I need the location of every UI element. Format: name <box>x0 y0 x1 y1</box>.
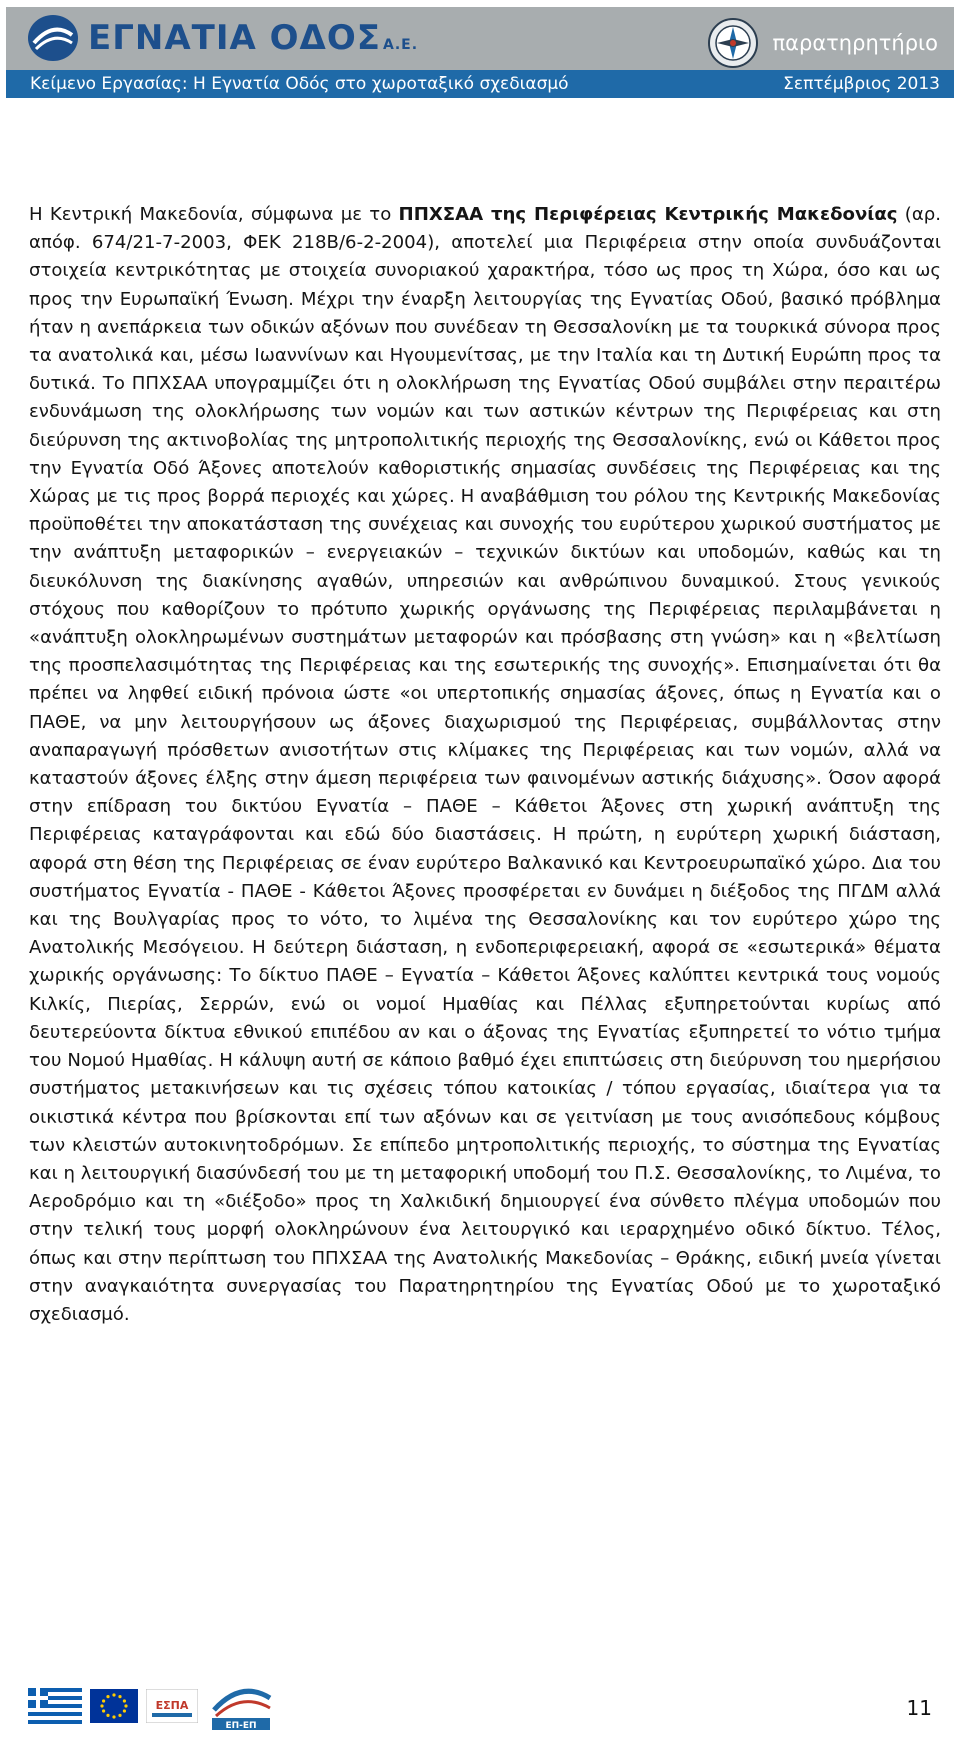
logo-title: ΕΓΝΑΤΙΑ ΟΔΟΣ Α.Ε. <box>88 18 419 58</box>
eu-flag-icon <box>90 1689 138 1723</box>
body-paragraph <box>29 201 941 1329</box>
compass-icon <box>707 17 759 69</box>
observatory-brand <box>707 17 939 69</box>
document-date: Σεπτέμβριος 2013 <box>783 74 940 94</box>
paragraph-text: (αρ. απόφ. 674/21-7-2003, ΦΕΚ 218Β/6-2-2004), αποτελεί μια Περιφέρεια στην οποία συνδυάζονται στοιχεία κεντρικότητας με στοιχεία συνοριακού χαρακτήρα, τόσο ως προς τη Χώρα, όσο και ως προς την Ευρωπαϊκή Ένωση. Μέχρι την έναρξη λειτουργίας της Εγνατίας Οδού, βασικό πρόβλημα ήταν η ανεπάρκεια των οδικών αξόνων που συνέδεαν τη Θεσσαλονίκη με τα τουρκικά σύνορα προς τα ανατολικά και, μέσω Ιωαννίνων και Ηγουμενίτσας, με την Ιταλία και τη Δυτική Ευρώπη προς τα δυτικά. Το ΠΠΧΣΑΑ υπογραμμίζει ότι η ολοκλήρωση της Εγνατίας Οδού συμβάλει στην περαιτέρω ενδυνάμωση της ολοκλήρωσης των νομών και των αστικών κέντρων της Περιφέρειας και στη διεύρυνση της ακτινοβολίας της μητροπολιτικής περιοχής της Θεσσαλονίκης, ενώ οι Κάθετοι προς την Εγνατία Οδό Άξονες αποτελούν καθοριστικής σημασίας συνδέσεις της Περιφέρειας και της Χώρας με τις προς βορρά περιοχές και χώρες. Η αναβάθμιση του ρόλου της Κεντρικής Μακεδονίας προϋποθέτει την αποκατάσταση της συνέχειας και συνοχής του ευρύτερου χωρικού συστήματος με την ανάπτυξη μεταφορικών – ενεργειακών – τεχνικών δικτύων και υποδομών, καθώς και τη διευκόλυνση της διακίνησης αγαθών, υπηρεσιών και ανθρώπινου δυναμικού. Στους γενικούς στόχους που καθορίζουν το πρότυπο χωρικής οργάνωσης της Περιφέρειας περιλαμβάνεται η «ανάπτυξη ολοκληρωμένων συστημάτων μεταφορών και πρόσβασης στη γνώση» και η «βελτίωση της προσπελασιμότητας της Περιφέρειας και της εσωτερικής της συνοχής». Επισημαίνεται ότι θα πρέπει να ληφθεί ειδική πρόνοια ώστε «οι υπερτοπικής σημασίας άξονες, όπως η Εγνατία και ο ΠΑΘΕ, να μην λειτουργήσουν ως άξονες διαχωρισμού της Περιφέρειας, συμβάλλοντας στην αναπαραγωγή πρόσθετων ανισοτήτων στις κλίμακες της Περιφέρειας και των νομών, αλλά να καταστούν άξονες έλξης στην άμεση περιφέρεια των φαινομένων αστικής διάχυσης». Όσον αφορά στην επίδραση του δικτύου Εγνατία – ΠΑΘΕ – Κάθετοι Άξονες στη χωρική ανάπτυξη της Περιφέρειας καταγράφονται και εδώ δύο διαστάσεις. Η πρώτη, η ευρύτερη χωρική διάσταση, αφορά στη θέση της Περιφέρειας σε έναν ευρύτερο Βαλκανικό και Κεντροευρωπαϊκό χώρο. Δια του συστήματος Εγνατία - ΠΑΘΕ - Κάθετοι Άξονες προσφέρεται εν δυνάμει η διέξοδος της ΠΓΔΜ αλλά και της Βουλγαρίας προς το νότο, το λιμένα της Θεσσαλονίκης και τον ευρύτερο χώρο της Ανατολικής Μεσόγειου. Η δεύτερη διάσταση, η ενδοπεριφερειακή, αφορά σε «εσωτερικά» θέματα χωρικής οργάνωσης: Το δίκτυο ΠΑΘΕ – Εγνατία – Κάθετοι Άξονες καλύπτει κεντρικά τους νομούς Κιλκίς, Πιερίας, Σερρών, ενώ οι νομοί Ημαθίας και Πέλλας εξυπηρετούνται κυρίως από δευτερεύοντα δίκτυα εθνικού επιπέδου αν και ο άξονας της Εγνατίας εξυπηρετεί το νότιο τμήμα του Νομού Ημαθίας. Η κάλυψη αυτή σε κάποιο βαθμό έχει επιπτώσεις στη διεύρυνση του ημερήσιου συστήματος μετακινήσεων και τις σχέσεις τόπου κατοικίας / τόπου εργασίας, ιδιαίτερα για τα οικιστικά κέντρα που βρίσκονται επί των αξόνων και σε γειτνίαση με τους ανισόπεδους κόμβους των κλειστών αυτοκινητοδρόμων. Σε επίπεδο μητροπολιτικής περιοχής, το σύστημα της Εγνατίας και η λειτουργική διασύνδεσή του με τη μεταφορική υποδομή του Π.Σ. Θεσσαλονίκης, το Λιμένα, το Αεροδρόμιο και τη «διέξοδο» προς τη Χαλκιδική δημιουργεί ένα σύνθετο πλέγμα υποδομών που στην τελική τους μορφή ολοκληρώνουν ένα λειτουργικό και ιεραρχημένο οδικό δίκτυο. Τέλος, όπως και στην περίπτωση του ΠΠΧΣΑΑ της Ανατολικής Μακεδονίας – Θράκης, ειδική μνεία γίνεται στην αναγκαιότητα συνεργασίας του Παρατηρητηρίου της Εγνατίας Οδού με το χωροταξικό σχεδιασμό. <box>29 204 941 1325</box>
plan-title-bold: ΠΠΧΣΑΑ της Περιφέρειας Κεντρικής Μακεδονίας <box>398 204 898 225</box>
svg-text:ΕΣΠΑ: ΕΣΠΑ <box>155 1699 189 1712</box>
lead-text: Η Κεντρική Μακεδονία, σύμφωνα με το <box>29 204 399 225</box>
espa-logo <box>146 1689 198 1723</box>
page-footer <box>6 1680 954 1734</box>
observatory-label: παρατηρητήριο <box>772 31 938 55</box>
greek-flag-icon <box>28 1688 82 1724</box>
egnatia-logo <box>26 13 418 63</box>
funding-logos <box>28 1680 276 1732</box>
epep-logo <box>206 1680 276 1732</box>
egnatia-logo-icon <box>26 13 80 63</box>
page-header <box>6 7 954 98</box>
svg-text:ΕΠ-ΕΠ: ΕΠ-ΕΠ <box>225 1721 257 1731</box>
page-number: 11 <box>906 1696 932 1720</box>
header-band <box>6 70 954 98</box>
document-subtitle: Κείμενο Εργασίας: Η Εγνατία Οδός στο χωροταξικό σχεδιασμό <box>30 74 569 94</box>
